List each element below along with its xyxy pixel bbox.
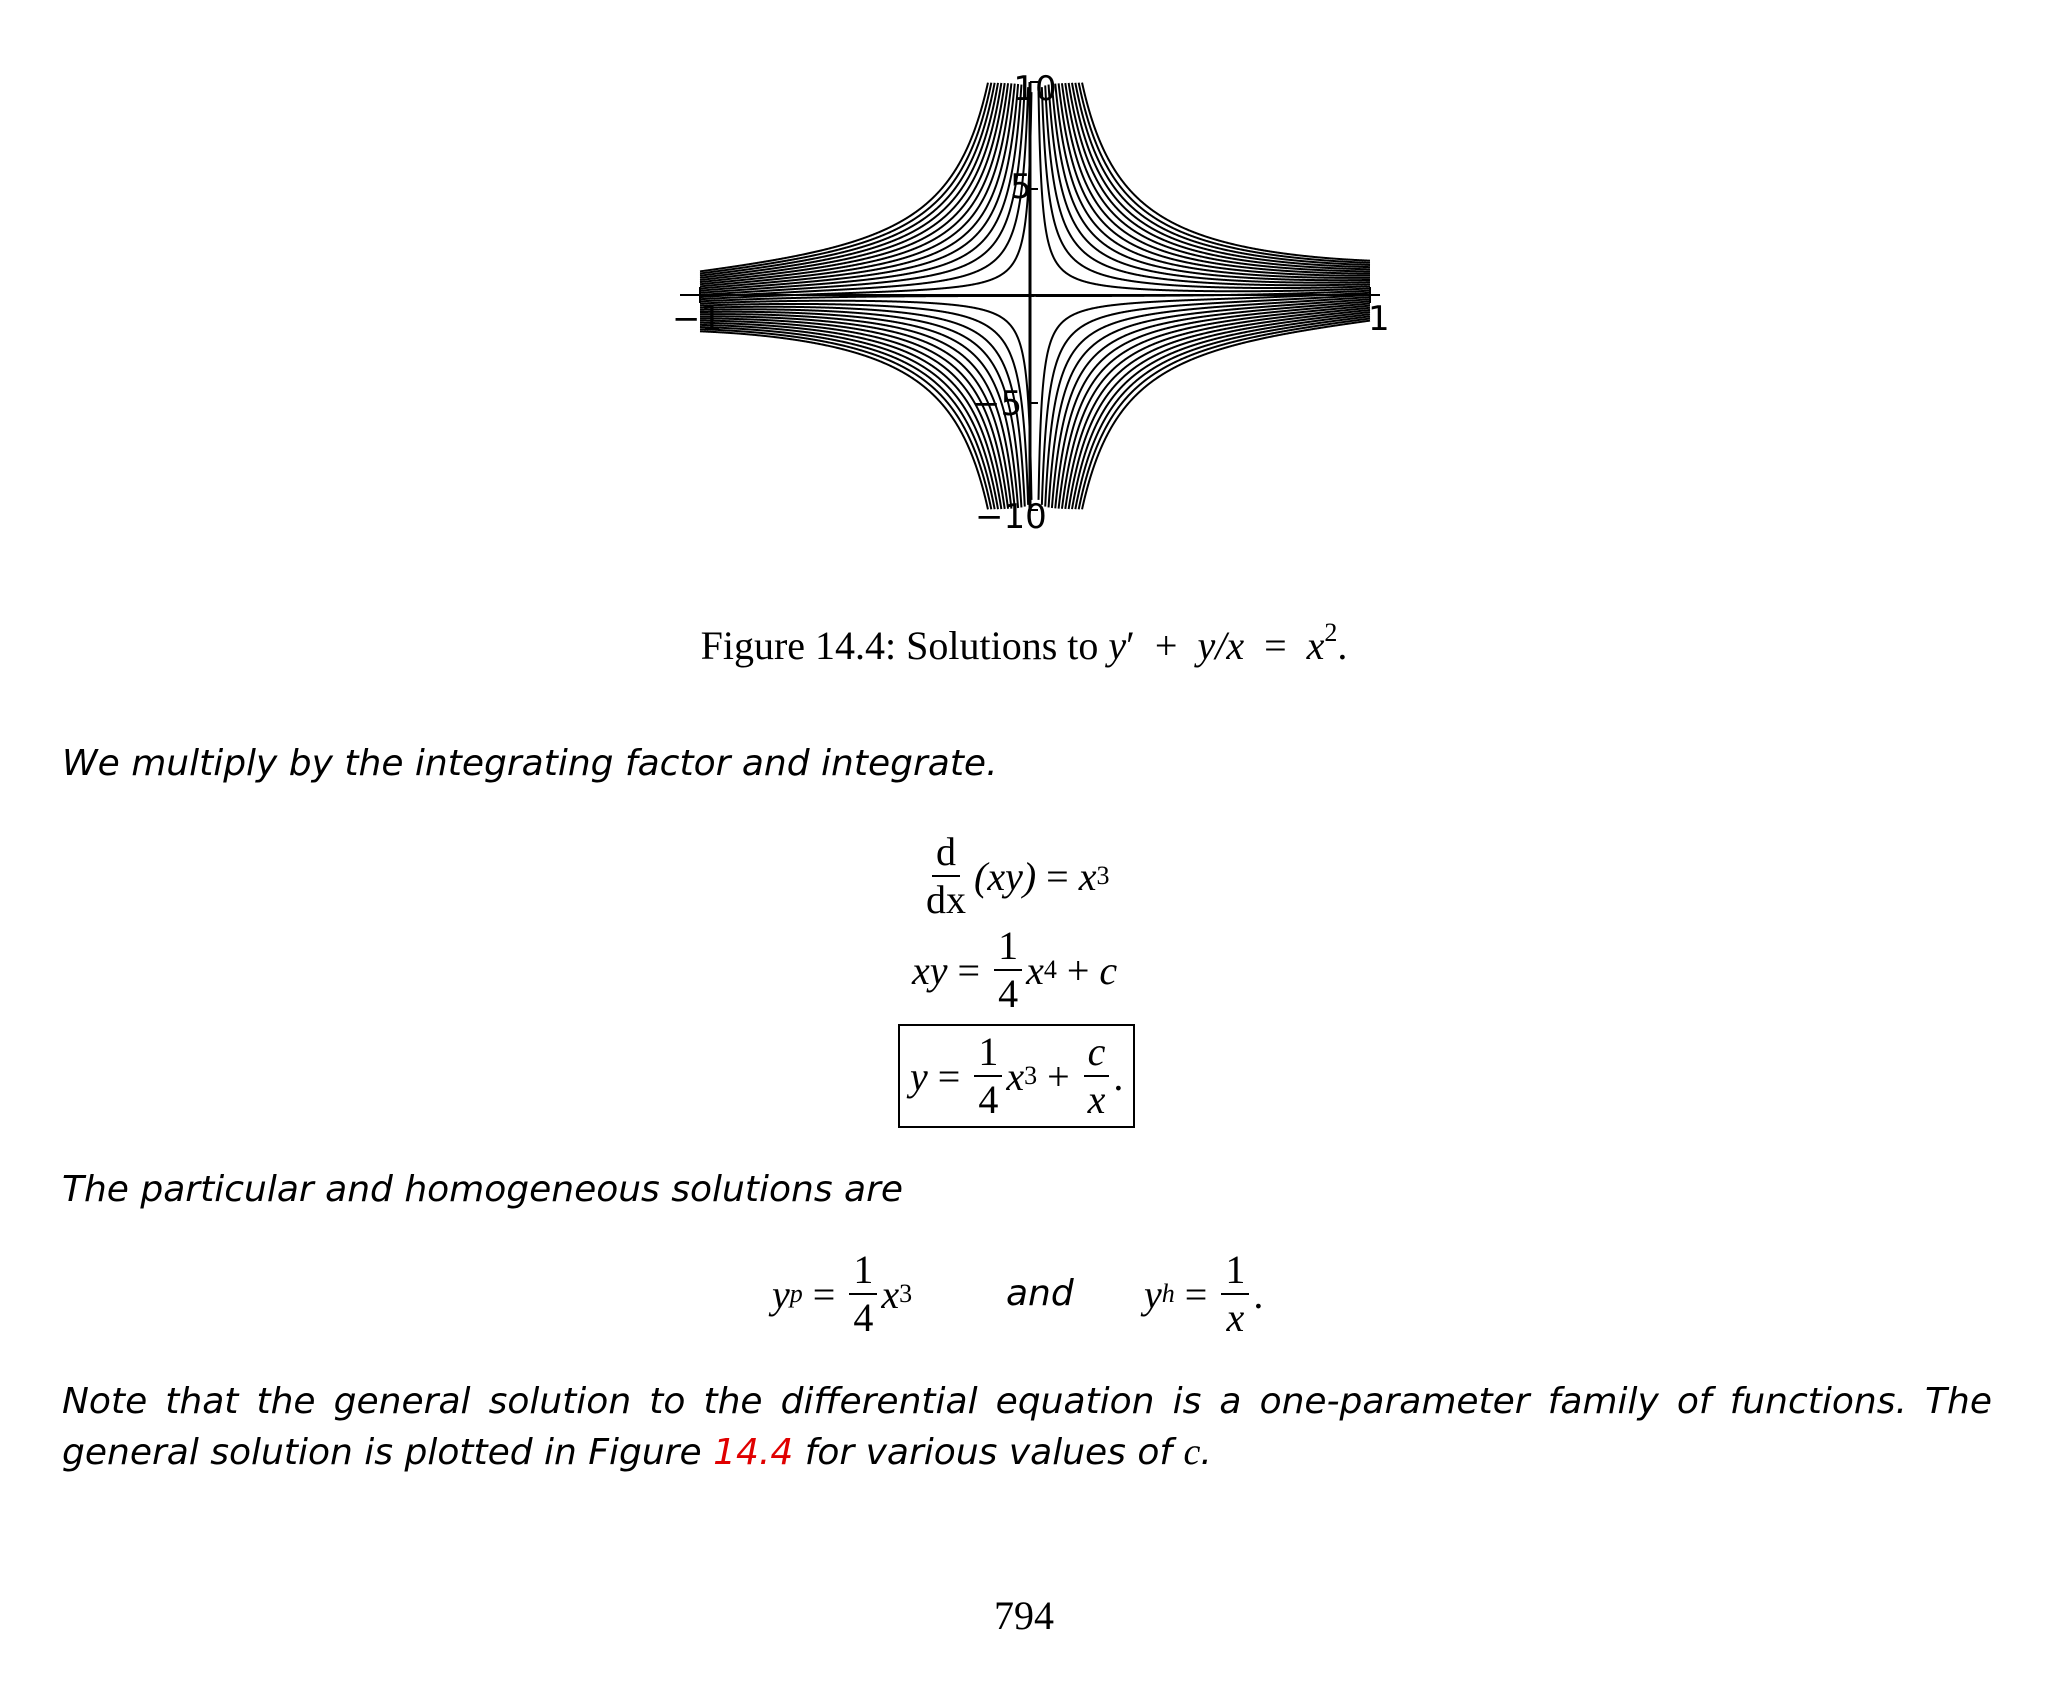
eq3-cden: x [1087,1077,1106,1122]
eq3-lhs: y [910,1053,928,1099]
solution-curve-c27-right [1079,83,1370,263]
ytick-label-neg5: −5 [972,384,1023,424]
paragraph-solutions: The particular and homogeneous solutions are [62,1169,904,1210]
caption-eq-y: y [1108,623,1127,668]
yp-fraction [849,1247,877,1340]
yh-num: 1 [1221,1250,1249,1295]
caption-eq-equals: = [1264,623,1287,668]
yp-x: x [881,1271,900,1317]
eq2-fraction [994,923,1022,1016]
solution-curve-c25-left [700,325,998,509]
boxed-solution: y = $\frac{1}{4}$ x 3 + $\frac{c}{x}$ . [898,1024,1135,1128]
yh-period: . [1253,1271,1264,1317]
eq3-num: 1 [974,1032,1002,1077]
page-number: 794 [994,1593,1054,1638]
solution-curve-c0-left [700,83,988,272]
eq1-rhs: x [1078,853,1097,899]
yh-equation: y h = $\frac{1}{x}$ . [1144,1247,1264,1340]
solution-curve-c25-right [1072,83,1370,267]
yp-equation: y p = $\frac{1}{4}$ x 3 [772,1247,913,1340]
xtick-label-1: 1 [1368,299,1390,339]
caption-eq-exp: 2 [1324,618,1338,647]
eq2-den: 4 [998,971,1019,1016]
caption-eq-yx: y/x [1197,623,1245,668]
figure-reference-link[interactable]: 14.4 [713,1431,794,1473]
and-text: and [1006,1273,1074,1314]
eq3-plus: + [1047,1053,1070,1099]
solution-curve-c18-right [1049,85,1370,283]
ytick-label-10: 10 [1013,69,1057,109]
solution-curve-c27-left [700,329,991,509]
and-word [1006,1270,1074,1319]
ytick-label-5: 5 [1010,167,1032,207]
eq2-equals: = [957,947,981,993]
yp-den: 4 [853,1295,874,1340]
derivative-den: dx [926,877,966,922]
eq2-x: x [1026,947,1044,993]
eq2-c: c [1099,947,1118,993]
yp-num: 1 [849,1250,877,1295]
derivative-num: d [932,832,960,877]
p3-text-2: for various values of [804,1431,1173,1473]
p3-text-1: Note that the general solution to the differential equation is a one-parameter family of functions. The general solution is plotted in Figure [62,1381,1992,1473]
caption-eq-period: . [1337,623,1348,668]
paragraph-general-solution [62,1378,1992,1478]
eq2-plus: + [1066,947,1090,993]
caption-eq-x: x [1306,623,1325,668]
yh-den: x [1226,1295,1245,1340]
solution-curve-c8-right [1055,303,1370,508]
equation-2: xy = $\frac{1}{4}$ x 4 + c [912,923,1118,1016]
solutions-plot [660,60,1400,540]
eq3-cnum: c [1084,1032,1110,1077]
xtick-label-neg1: −1 [672,299,723,339]
solution-curve-c8-left [700,84,1015,289]
caption-label: Figure 14.4: [700,623,897,668]
p3-end: . [1200,1431,1212,1473]
solution-curve-c28-left [700,331,988,509]
eq1-equals: = [1046,853,1069,899]
plot-svg [660,60,1400,540]
caption-eq-prime: ′ [1126,623,1135,668]
equation-1: $\frac{d}{dx}$ (xy) = x 3 [918,832,1109,920]
p3-var-c: c [1183,1430,1201,1473]
eq3-den: 4 [978,1077,999,1122]
caption-eq-plus: + [1154,623,1178,668]
yp-equals: = [812,1271,836,1317]
yh-fraction [1221,1247,1249,1340]
derivative-fraction [922,829,970,922]
eq2-lhs: xy [912,947,948,993]
yh-y: y [1144,1271,1162,1317]
paragraph-integrate: We multiply by the integrating factor and integrate. [62,743,998,784]
eq3-equals: = [937,1053,961,1099]
ytick-label-neg10: −10 [975,497,1047,537]
yh-equals: = [1184,1271,1208,1317]
solution-curve-c0-right [1082,321,1370,510]
solution-curve-c28-right [1082,83,1370,261]
caption-text: Solutions to [906,623,1099,668]
eq3-fraction-quarter [974,1029,1002,1122]
eq3-fraction-c-over-x [1084,1029,1110,1122]
eq1-xy: (xy) [974,853,1037,899]
eq3-period: . [1113,1053,1124,1099]
figure-caption [0,618,2048,669]
eq3-x: x [1006,1053,1025,1099]
eq2-num: 1 [994,926,1022,971]
yp-y: y [772,1271,790,1317]
